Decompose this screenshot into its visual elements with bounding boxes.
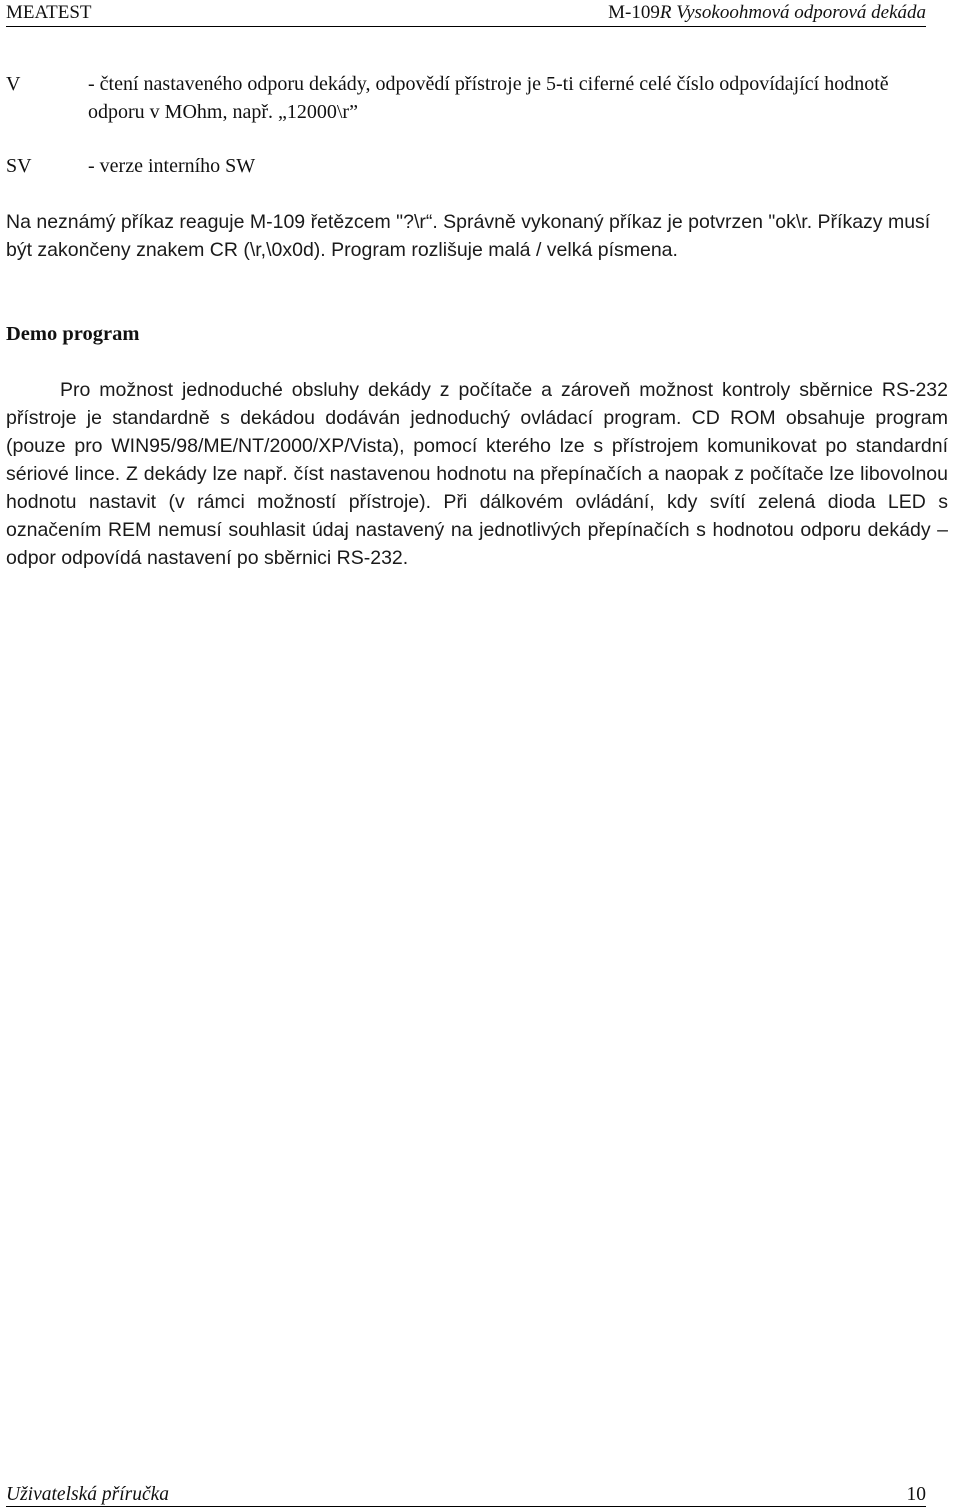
header-company: MEATEST [6, 2, 92, 23]
page-footer [6, 1484, 926, 1507]
command-key: V [6, 73, 21, 95]
section-title-demo-program: Demo program [6, 323, 140, 345]
command-key: SV [6, 155, 32, 177]
command-description: - verze interního SW [88, 155, 256, 177]
demo-program-text: Pro možnost jednoduché obsluhy dekády z počítače a zároveň možnost kontroly sběrnice RS-232 přístroje je standardně s dekádou dodáván jednoduchý ovládací program. CD ROM obsahuje program (pouze pro WIN95/98/ME/NT/2000/XP/Vista), pomocí kterého lze s přístrojem komunikovat po standardní sériové lince. Z dekády lze např. číst nastavenou hodnotu na přepínačích a naopak z počítače lze libovolnou hodnotu nastavit (v rámci možností přístroje). Při dálkovém ovládání, kdy svítí zelená dioda LED s označením REM nemusí souhlasit údaj nastavený na jednotlivých přepínačích s hodnotou odporu dekády – odpor odpovídá nastavení po sběrnici RS-232. [6, 379, 948, 569]
header-title-text: R Vysokoohmová odporová dekáda [659, 2, 926, 23]
page-number: 10 [906, 1484, 926, 1505]
command-description: - čtení nastaveného odporu dekády, odpovědí přístroje je 5-ti ciferné celé číslo odpovídající hodnotě odporu v MOhm, např. „12000\r” [88, 73, 889, 123]
demo-program-paragraph [6, 376, 948, 572]
page-header [6, 2, 926, 27]
header-model: M-109 [608, 2, 660, 23]
footer-manual-title: Uživatelská příručka [6, 1484, 170, 1505]
unknown-command-paragraph: Na neznámý příkaz reaguje M-109 řetězcem "?\r“. Správně vykonaný příkaz je potvrzen "ok\r. Příkazy musí být zakončeny znakem CR (\r,\0x0d). Program rozlišuje malá / velká písmena. [6, 211, 931, 261]
header-document-title [608, 2, 926, 24]
